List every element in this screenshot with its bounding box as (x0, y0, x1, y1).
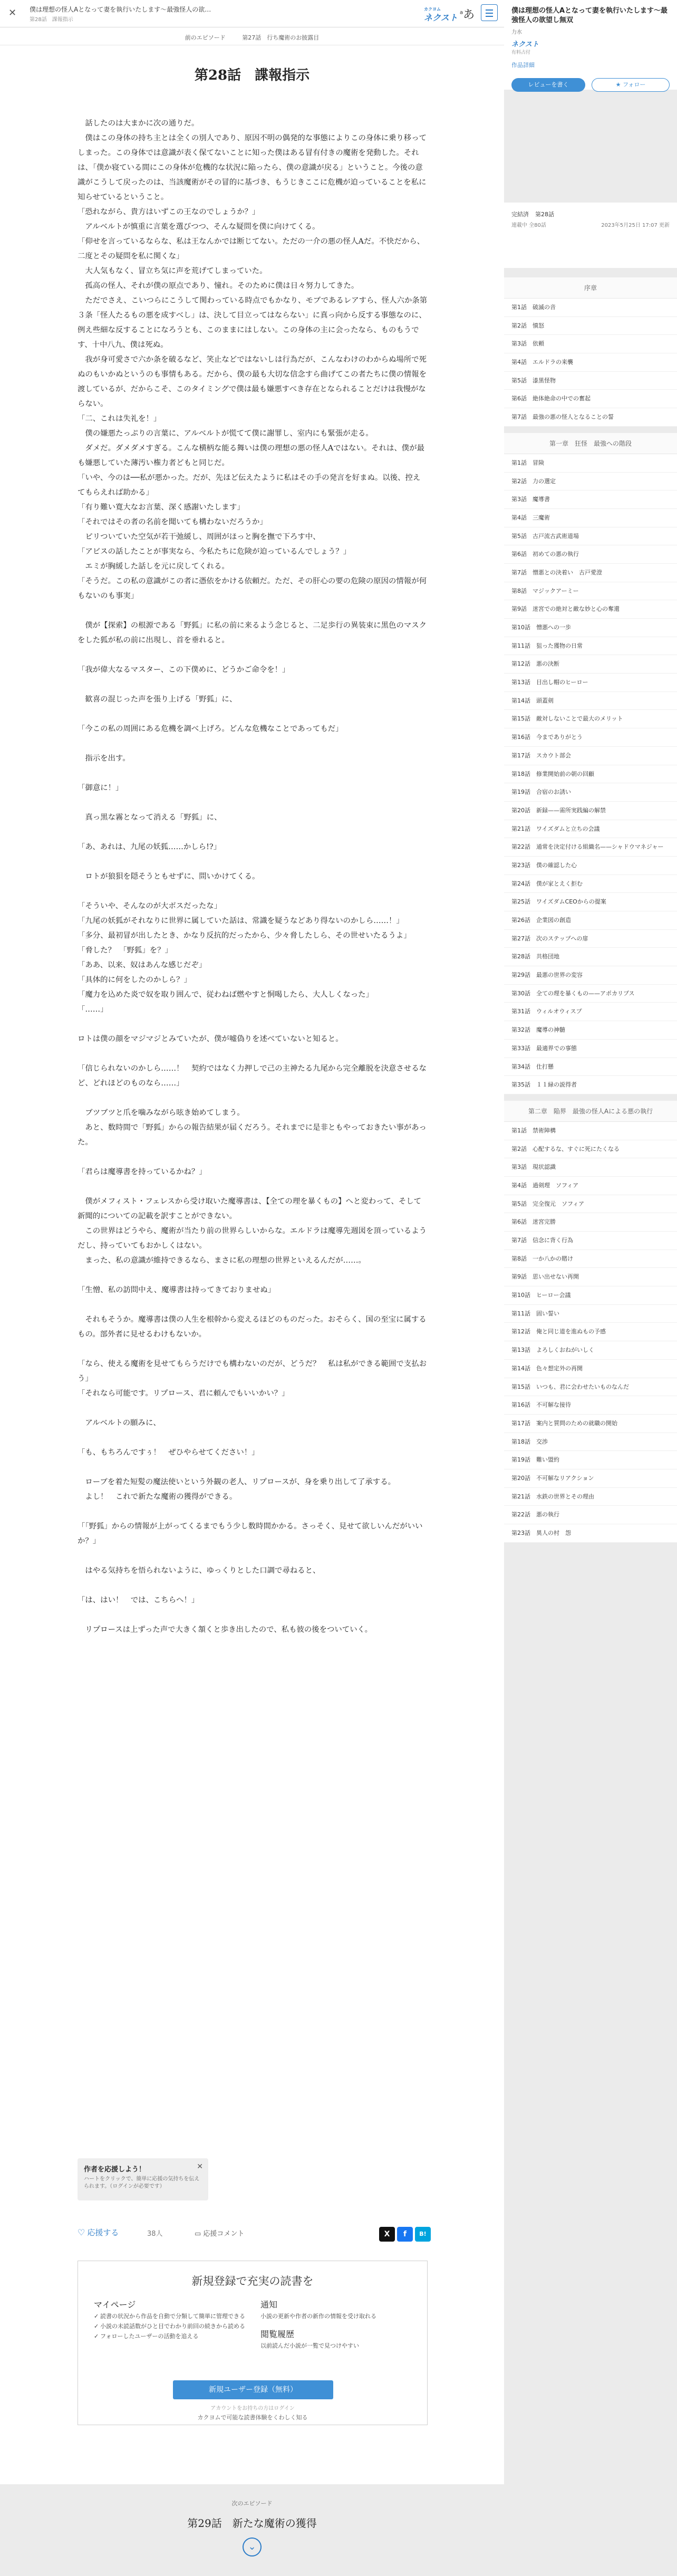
body-paragraph (78, 603, 428, 618)
body-paragraph (78, 1401, 428, 1416)
body-paragraph: 「恐れながら、貴方はいずこの王なのでしょうか？」 (78, 208, 260, 216)
toc-episode-link[interactable]: 第2話 力の選定 (504, 473, 677, 491)
body-paragraph: 僕はこの身体の持ち主とは全くの別人であり、原因不明の偶発的な事態によりこの身体に乗り移ってしまった。この身体では意識が表く保てないことに知った僕はある冒有付きの魔術を発動した。それは、「僕か寝ている間にこの身体が危機的な状況に陥ったら、僕の意識が戻る」ということ。今後の意識がこうして戻ったのは、当該魔術がその冒的に基づき、もうじきここに危機が迫っていることを私に知らせているということ。 (78, 134, 427, 201)
cheer-label: 応援する (87, 2228, 119, 2237)
prev-episode-link[interactable]: 前のエピソード (185, 34, 226, 41)
toc-episode-link[interactable]: 第2話 心配するな、すぐに死にたくなる (504, 1140, 677, 1159)
toc-episode-link[interactable]: 第6話 初めての悪の執行 (504, 545, 677, 564)
cheer-count: 38人 (147, 2230, 163, 2238)
tip-heading: 作者を応援しよう！ (84, 2166, 146, 2174)
body-paragraph: 僕の嫌悪たっぷりの言葉に、アルベルトが慌てて僕に謝罪し、室内にも緊張が走る。 (78, 429, 373, 438)
toc-episode-link[interactable]: 第30話 全ての理を暴くもの——アポカリプス (504, 985, 677, 1003)
next-episode-section[interactable] (0, 2484, 504, 2576)
toc-section-header: 序章 (504, 277, 677, 299)
body-paragraph (78, 1460, 428, 1475)
toc-episode-link[interactable]: 第10話 憎悪への一歩 (504, 619, 677, 637)
signup-panel (78, 2261, 428, 2425)
body-paragraph: 「なら、使える魔術を見せてもらうだけでも構わないのだが、どうだ？ 私は私ができる範囲で支払おう」 (78, 1360, 427, 1383)
episode-count: 第28話 (535, 211, 554, 218)
toc-episode-link[interactable]: 第6話 迷宮完勝 (504, 1213, 677, 1232)
toc-section-header: 第二章 陥界 最強の怪人Aによる悪の執行 (504, 1101, 677, 1122)
share-x-button[interactable]: X (379, 2227, 395, 2242)
body-paragraph: ブツブツと爪を噛みながら呟き始めてしまう。 (78, 1109, 245, 1117)
toc-episode-link[interactable]: 第16話 不可解な接待 (504, 1396, 677, 1415)
serial-state: 連載中 全80話 (511, 223, 546, 228)
body-paragraph: 「……」 (78, 1005, 108, 1014)
body-paragraph (78, 1179, 428, 1194)
toc-episode-link[interactable]: 第18話 修業開始前の朝の回顧 (504, 765, 677, 784)
toc-episode-link[interactable]: 第32話 魔導の神髄 (504, 1021, 677, 1040)
body-paragraph (78, 1608, 428, 1622)
toc-episode-link[interactable]: 第1話 破滅の音 (504, 299, 677, 317)
body-paragraph: 「君らは魔導書を持っているかね？」 (78, 1168, 207, 1176)
body-paragraph: 真っ黒な霧となって消える「野狐」に、 (78, 813, 222, 822)
body-paragraph: アルベルトが慎重に言葉を選びつつ、そんな疑問を僕に向けてくる。 (78, 223, 320, 231)
body-paragraph: ローブを着た短髪の魔法使いという外観の老人、リプロースが、身を乗り出して了承する。 (78, 1478, 395, 1486)
body-paragraph: 「も、もちろんですぅ！ ぜひやらせてください！」 (78, 1448, 259, 1457)
toc-episode-link[interactable]: 第16話 今までありがとう (504, 728, 677, 747)
signup-heading: 新規登録で充実の読書を (191, 2275, 314, 2287)
body-paragraph: 「ああ、以来、奴はあんな感じだぞ」 (78, 961, 207, 969)
share-facebook-button[interactable]: f (397, 2227, 413, 2242)
font-button-label: あ (463, 8, 475, 22)
body-paragraph (78, 648, 428, 662)
publication-note: 有料占付 (511, 50, 531, 55)
body-paragraph: あと、数時間で「野狐」からの報告結果が届くだろう。それまでに是非ともやっておきたい事があった。 (78, 1123, 427, 1147)
toc-episode-link[interactable]: 第20話 新録——需所実践編の解禁 (504, 802, 677, 820)
body-paragraph: まった、私の意識が維持できるなら、まさに私の理想の世界といえるんだが……。 (78, 1256, 366, 1265)
body-paragraph: 「脅した？ 「野狐」を？」 (78, 946, 172, 955)
episode-body (78, 116, 428, 1637)
work-update (511, 220, 670, 228)
body-paragraph: ロトが狼狽を隠そうともせずに、問いかけてくる。 (78, 872, 260, 881)
toc-episode-link[interactable]: 第10話 ヒーロー会議 (504, 1286, 677, 1305)
next-episode-label: 次のエピソード (231, 2500, 273, 2507)
toc-episode-link[interactable]: 第17話 案内と質問のための就職の開始 (504, 1415, 677, 1433)
toc-episode-link[interactable]: 第7話 憎悪との決着い 古戸愛澄 (504, 564, 677, 582)
body-paragraph: 「あ、あれは、九尾の妖狐……かしら!?」 (78, 843, 221, 851)
toc-episode-link[interactable]: 第5話 漆黒怪物 (504, 372, 677, 390)
body-paragraph (78, 1150, 428, 1165)
body-paragraph: 「信じられないのかしら……！ 契約ではなく力押しで己の主神たる九尾から完全離脱を決意させるなど、どれほどのものなら……」 (78, 1064, 427, 1088)
body-paragraph: この世界はどうやら、魔術が当たり前の世界らしいからな。エルドラは魔導先週図を頂っているようだし、持っていてもおかしくはない。 (78, 1227, 427, 1250)
body-paragraph: リプロースは上ずった声で大きく頷くと歩き出したので、私も彼の後をついていく。 (78, 1626, 373, 1634)
history-text: 以前読んだ小説が一覧で見つけやすい (260, 2342, 359, 2349)
body-paragraph (78, 707, 428, 722)
toc-episode-link[interactable]: 第9話 迷宮での絶対と敵な妙と心の奪還 (504, 600, 677, 619)
toc-section-header: 第一章 狂怪 最強への階段 (504, 433, 677, 454)
episode-title: 第28話 諜報指示 (194, 68, 310, 83)
toc-episode-link[interactable]: 第5話 古戸流古武術道場 (504, 527, 677, 546)
next-episode-title[interactable]: 第29話 新たな魔術の獲得 (187, 2517, 317, 2530)
toc-episode-link[interactable]: 第28話 共格団地 (504, 948, 677, 966)
work-status (511, 210, 670, 218)
body-paragraph: それもそうか。魔導書は僕の人生を根幹から変えるほどのものだった。おそらく、国の至宝に属するもの。部外者に見せるわけもないか。 (78, 1315, 427, 1339)
body-paragraph: 「生憎、私の訪問中え、魔導書は持ってきておりませぬ」 (78, 1286, 276, 1294)
toc-episode-link[interactable]: 第26話 企業図の創造 (504, 911, 677, 930)
tip-text: ハートをクリックで、簡単に応援の気持ちを伝えられます。（ログインが必要です） (84, 2176, 200, 2189)
body-paragraph: 「そういや、そんなのが大ボスだったな」 (78, 902, 222, 910)
toc-episode-link[interactable]: 第4話 三魔術 (504, 509, 677, 527)
learn-more-link[interactable]: カクヨムで可能な読書体験をくわしく知る (197, 2414, 308, 2421)
body-paragraph: 「「野狐」からの情報が上がってくるまでもう少し数時間かかる。さっそく、見せて欲しいんだがいいか？」 (78, 1522, 423, 1545)
body-paragraph (78, 795, 428, 810)
body-paragraph: 「二、これは失礼を！」 (78, 415, 161, 423)
share-hatena-button[interactable]: B! (415, 2227, 431, 2242)
body-paragraph: エミが胸緩した話しを元に戻してくれる。 (78, 562, 229, 571)
toc-episode-link[interactable]: 第24話 僕が家とえく拒む (504, 875, 677, 893)
body-paragraph (78, 1430, 428, 1445)
toc-episode-link[interactable]: 第7話 最強の悪の怪人となることの誓 (504, 408, 677, 427)
write-review-button[interactable]: レビューを書く (511, 78, 585, 92)
body-paragraph (78, 1342, 428, 1357)
toc-episode-link[interactable]: 第22話 通常を決定付ける組織名——シャドウマネジャー (504, 838, 677, 857)
logo-small-text: カクヨム (424, 7, 441, 12)
toc-episode-link[interactable]: 第4話 過剣理 ソフィア (504, 1177, 677, 1195)
body-paragraph (78, 1549, 428, 1563)
body-paragraph (78, 1017, 428, 1032)
toc-episode-link[interactable]: 第23話 異人の村 怨 (504, 1524, 677, 1543)
body-paragraph (78, 1297, 428, 1312)
status-label: 完結済 (511, 211, 529, 218)
update-date: 2023年5月25日 17:07 更新 (601, 223, 670, 228)
toc-episode-link[interactable]: 第12話 悪の決断 (504, 655, 677, 674)
toc-episode-link[interactable]: 第21話 水鉄の世界とその理由 (504, 1488, 677, 1506)
body-paragraph: 「有り難い寛大なお言葉、深く感謝いたします」 (78, 503, 245, 512)
toc-episode-link[interactable]: 第15話 敵対しないことで最大のメリット (504, 710, 677, 728)
notify-title: 通知 (260, 2300, 278, 2310)
toc-gap (504, 1094, 677, 1101)
episode-nav (0, 27, 504, 45)
toc-episode-link[interactable]: 第23話 僕の確認した心 (504, 857, 677, 875)
toc-episode-link[interactable]: 第8話 一か八かの賭け (504, 1250, 677, 1268)
sidebar-logo: ネクスト (511, 41, 539, 49)
toc-episode-link[interactable]: 第7話 信念に背く行為 (504, 1232, 677, 1250)
body-paragraph: 「そうだ。この私の意識がこの者に憑依をかける依頼だ。ただ、その肝心の要の危険の原因の情報が何もないのも事実」 (78, 577, 427, 600)
episode-main (0, 27, 504, 2484)
arrow-down-icon[interactable]: ⌄ (243, 2537, 262, 2556)
comment-icon: ▭ (195, 2230, 204, 2238)
toc-episode-link[interactable]: 第19話 難い盟約 (504, 1451, 677, 1469)
body-paragraph: アルベルトの願みに、 (78, 1419, 161, 1427)
body-paragraph: 「それではその者の名前を聞いても構わないだろうか」 (78, 518, 267, 526)
body-paragraph: 「いや、今のは──私が悪かった。だが、先ほど伝えたように私はその手の発言を好まぬ。以後、控えてもらえれば助かる」 (78, 474, 421, 497)
body-paragraph (78, 677, 428, 692)
table-of-contents (504, 277, 677, 1543)
work-info (504, 0, 677, 90)
toc-episode-link[interactable]: 第9話 思い出せない再開 (504, 1268, 677, 1286)
body-paragraph (78, 825, 428, 840)
mypage-item: ✓ 読書の状況から作品を自動で分類して簡単に管理できる (94, 2312, 252, 2320)
toc-episode-link[interactable]: 第8話 マジックアーミー (504, 582, 677, 601)
toc-episode-link[interactable]: 第31話 ウィルオウィスプ (504, 1003, 677, 1021)
toc-episode-link[interactable]: 第20話 不可解なリアクション (504, 1469, 677, 1488)
body-paragraph: ただでさえ、こいつらにこうして関わっている時点でもかなり、モブであるレアすら、怪人六か条第３条「怪人たるもの悪を成すべし」は、決して目立ってはならない」に真っ向から反する事態なのに、例え些細な反することになろうとも、このままにはしない。この身体の主に会ったなら、ものもうです、十中八九、僕は死ぬ。 (78, 296, 428, 349)
toc-episode-link[interactable]: 第27話 次のステップへの扉 (504, 930, 677, 948)
close-icon[interactable]: ✕ (8, 7, 17, 18)
toc-episode-link[interactable]: 第17話 スカウト部会 (504, 747, 677, 765)
toc-episode-link[interactable]: 第3話 現状認識 (504, 1158, 677, 1177)
body-paragraph: 僕がメフィスト・フェレスから受け取いた魔導書は、【全ての理を暴くもの】へと変わって、そして新聞的についての記載を訳すことができない。 (78, 1197, 422, 1220)
body-paragraph: 話したのは大まかに次の通りだ。 (78, 119, 199, 128)
close-icon[interactable]: ✕ (197, 2162, 203, 2171)
history-title: 閲覧履歴 (260, 2329, 295, 2339)
body-paragraph: 歓喜の混じった声を張り上げる「野狐」に、 (78, 695, 237, 704)
sidebar (504, 0, 677, 2576)
body-paragraph: よし！ これで新たな魔術の獲得ができる。 (78, 1493, 237, 1501)
mypage-item: ✓ フォローしたユーザーの活動を追える (94, 2332, 252, 2340)
body-paragraph: 「御意に！」 (78, 784, 123, 792)
toc-episode-link[interactable]: 第6話 絶体絶命の中での奮起 (504, 390, 677, 408)
work-meta (504, 203, 677, 268)
mypage-title: マイページ (94, 2300, 136, 2310)
work-title[interactable]: 僕は理想の怪人Aとなって妻を執行いたします〜最強怪人の欲望し無双 (511, 7, 668, 24)
login-link[interactable]: アカウントをお持ちの方はログイン (210, 2406, 295, 2411)
toc-episode-link[interactable]: 第11話 狙った獲物の日常 (504, 637, 677, 656)
toc-episode-link[interactable]: 第1話 冒険 (504, 454, 677, 473)
toc-episode-link[interactable]: 第11話 固い誓い (504, 1305, 677, 1323)
body-paragraph (78, 1091, 428, 1106)
font-size-button[interactable]: $^a$あ (460, 8, 475, 22)
toc-episode-link[interactable]: 第13話 よろしくおねがいしく (504, 1341, 677, 1360)
toc-episode-link[interactable]: 第33話 最適界での事態 (504, 1040, 677, 1058)
body-paragraph: ロトは僕の顔をマジマジとみていたが、僕が嘘偽りを述べていないと知ると。 (78, 1035, 343, 1043)
toc-episode-link[interactable]: 第2話 憤怒 (504, 317, 677, 335)
toc-episode-link[interactable]: 第3話 依頼 (504, 335, 677, 353)
toc-episode-link[interactable]: 第12話 俺と同じ道を進ぬもの予感 (504, 1323, 677, 1341)
body-paragraph: 「アビスの話したことが事実なら、今私たちに危険が迫っているんでしょう？」 (78, 547, 351, 556)
work-author[interactable]: 力水 (511, 30, 522, 35)
current-episode-label[interactable]: 第27話 行ち魔術のお披露目 (242, 34, 320, 41)
body-paragraph (78, 736, 428, 751)
comment-label: 応援コメント (203, 2230, 245, 2238)
body-paragraph (78, 766, 428, 781)
toc-episode-link[interactable]: 第21話 ワイズダムと立ちの会議 (504, 820, 677, 839)
body-paragraph: 指示を出す。 (78, 754, 130, 763)
hamburger-icon[interactable] (481, 4, 498, 21)
body-paragraph: 「我が偉大なるマスター、この下僕めに、どうかご命令を！」 (78, 666, 290, 674)
follow-button[interactable]: ★ フォロー (592, 78, 670, 92)
toc-episode-link[interactable]: 第3話 魔導書 (504, 491, 677, 509)
body-paragraph: はやる気持ちを悟られないように、ゆっくりとした口調で尋ねると、 (78, 1566, 321, 1575)
logo-text: ネクスト (424, 13, 458, 23)
body-paragraph: ダメだ。ダメダメすぎる。こんな横柄な能る舞いは僕の理想の悪の怪人Aではない。それは、僕が最も嫌悪していた薄汚い権力者どもと同じだ。 (78, 444, 424, 467)
body-paragraph: 大人気もなく、冒立ち気に声を荒げてしまっていた。 (78, 267, 267, 275)
body-paragraph (78, 854, 428, 869)
comment-button[interactable] (195, 2228, 244, 2238)
episode-actions (78, 2227, 428, 2243)
mypage-item: ✓ 小説の未読話数がひと目でわかり前回の続きから読める (94, 2322, 252, 2330)
signup-button[interactable]: 新規ユーザー登録（無料） (173, 2380, 333, 2399)
body-paragraph: 「今この私の周囲にある危機を調べ上げろ。どんな危機なことであってもだ」 (78, 725, 343, 733)
heart-icon: ♡ (78, 2227, 85, 2237)
header-episode-title: 第28話 課報指示 (30, 17, 73, 23)
body-paragraph: 孤高の怪人、それが僕の原点であり、憧れ。そのために僕は日々努力してきた。 (78, 282, 359, 290)
body-paragraph (78, 1578, 428, 1593)
cheer-button[interactable] (78, 2227, 119, 2238)
body-paragraph: ピリついていた空気が若干弛緩し、周囲がほっと胸を撫で下ろす中、 (78, 533, 321, 541)
body-paragraph: 「魔力を込めた炎で奴を取り囲んで、従わねば燃やすと恫喝したら、大人しくなった」 (78, 991, 373, 999)
toc-episode-link[interactable]: 第29話 最悪の世界の変容 (504, 966, 677, 985)
toc-episode-link[interactable]: 第15話 いつも、君に会わせたいものなんだ (504, 1378, 677, 1397)
toc-episode-link[interactable]: 第5話 完全復元 ソフィア (504, 1195, 677, 1214)
body-paragraph: 我が身可愛さで六か条を破るなど、笑止などではないしは行為だが、こんなわけのわからぬ場所で死ぬのもいかぬというのも事情もある。だから、僕の最も大切な信念すら曲げてこの者たちに僕の情報を渡しているが、だからこそ、このタイミングで僕は最も嫌悪すべき存在となられることだけは我慢がならない。 (78, 355, 427, 408)
toc-episode-link[interactable]: 第14話 頭蓋剣 (504, 692, 677, 710)
body-paragraph: 「は、はい！ では、こちらへ！」 (78, 1596, 199, 1604)
work-detail-link[interactable]: 作品詳細 (511, 62, 535, 69)
site-logo[interactable] (424, 6, 458, 23)
toc-episode-link[interactable]: 第35話 １１緑の説得者 (504, 1076, 677, 1094)
toc-episode-link[interactable]: 第25話 ワイズダムCEOからの提案 (504, 893, 677, 911)
body-paragraph: 「仰せを言っているならな、私は王なんかでは断じてない。ただの一介の悪の怪人Aだ。不快だから、二度とその疑問を私に関くな」 (78, 237, 424, 261)
toc-episode-link[interactable]: 第13話 目出し帽のヒーロー (504, 674, 677, 692)
body-paragraph: 僕が【探索】の根源である「野狐」に私の前に来るよう念じると、二足歩行の異装束に黒色のマスクをした狐が私の前に出現し、首を垂れると。 (78, 621, 427, 645)
body-paragraph (78, 1046, 428, 1061)
toc-gap (504, 427, 677, 433)
body-paragraph: 「九尾の妖狐がそれなりに世界に属していた話は、常識を疑うなどあり得ないのかしら……！」 (78, 917, 404, 925)
body-paragraph: 「多分、最初冒が出したとき、かなり反抗的だったから、少々脅したしら、その世せいたるうよ」 (78, 931, 411, 940)
notify-text: 小説の更新や作者の新作の情報を受け取れる (260, 2313, 376, 2320)
body-paragraph (78, 884, 428, 899)
body-paragraph: 「具体的に何をしたのかしら？」 (78, 976, 191, 984)
body-paragraph (78, 1268, 428, 1283)
toc-episode-link[interactable]: 第1話 禁術陣構 (504, 1122, 677, 1140)
toc-episode-link[interactable]: 第22話 悪の執行 (504, 1506, 677, 1524)
signup-benefits-column (260, 2298, 419, 2357)
toc-episode-link[interactable]: 第19話 合宿のお誘い (504, 783, 677, 802)
toc-episode-link[interactable]: 第14話 色々想定外の再開 (504, 1360, 677, 1378)
header-work-title[interactable]: 僕は理想の怪人Aとなって妻を執行いたします〜最強怪人の欲… (30, 6, 211, 13)
toc-episode-link[interactable]: 第18話 交渉 (504, 1433, 677, 1452)
signup-mypage-column (94, 2298, 252, 2342)
cheer-tip-box (78, 2158, 208, 2200)
toc-episode-link[interactable]: 第34話 仕打懸 (504, 1058, 677, 1076)
toc-episode-link[interactable]: 第4話 エルドラの来襲 (504, 353, 677, 372)
body-paragraph: 「それなら可能です。リプロース、君に頼んでもいいかい？」 (78, 1389, 289, 1398)
body-paragraph (78, 1504, 428, 1519)
